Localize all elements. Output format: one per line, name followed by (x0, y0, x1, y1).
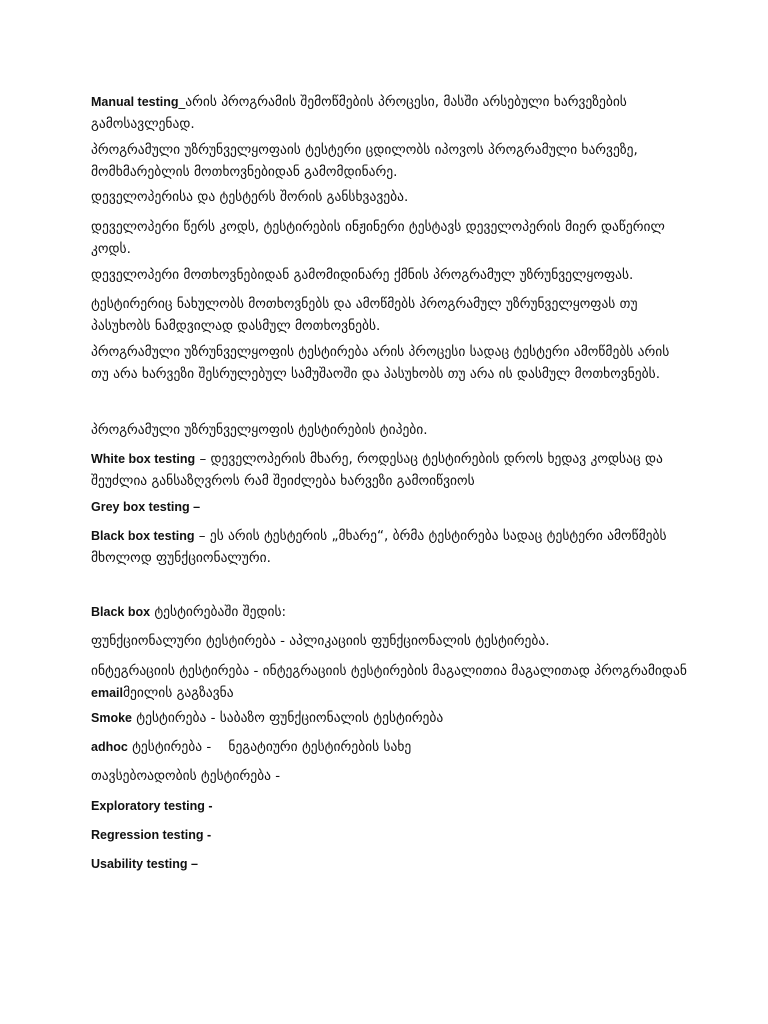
term-white-box: White box testing (91, 452, 196, 466)
term-adhoc: adhoc (91, 740, 128, 754)
paragraph-compatibility-testing (91, 765, 691, 787)
term-email: email (91, 686, 123, 700)
paragraph-testing-definition (91, 341, 691, 385)
paragraph-text: – დეველოპერის მხარე, როდესაც ტესტირების დროს ხედავ კოდსაც და შეუძლია განსაზღვროს რამ შეიძლება ხარვეზი გამოიწვიოს (91, 451, 663, 489)
paragraph-dev-writes-code (91, 216, 691, 260)
paragraph-text: ტესტირება - ნეგატიური ტესტირების სახე (127, 739, 412, 755)
paragraph-dev-creates-software (91, 264, 691, 286)
paragraph-black-box-includes (91, 601, 691, 623)
paragraph-usability-testing (91, 853, 691, 875)
paragraph-text: დეველოპერისა და ტესტერს შორის განსხვავება. (91, 189, 409, 205)
paragraph-text: მეილის გაგზავნა (122, 685, 234, 701)
paragraph-text: ფუნქციონალური ტესტირება - აპლიკაციის ფუნქციონალის ტესტირება. (91, 633, 550, 649)
paragraph-text: – ეს არის ტესტერის „მხარე“, ბრმა ტესტირება სადაც ტესტერი ამოწმებს მხოლოდ ფუნქციონალური. (91, 528, 667, 566)
term-grey-box: Grey box testing – (91, 500, 201, 514)
paragraph-text: ტესტირება - საბაზო ფუნქციონალის ტესტირება (132, 710, 444, 726)
term-smoke: Smoke (91, 711, 132, 725)
paragraph-grey-box (91, 496, 691, 518)
paragraph-white-box (91, 448, 691, 492)
paragraph-functional-testing (91, 630, 691, 652)
term-black-box: Black box testing (91, 529, 195, 543)
paragraph-text: თავსებოადობის ტესტირება - (91, 768, 281, 784)
paragraph-regression-testing (91, 824, 691, 846)
paragraph-text: _არის პროგრამის შემოწმების პროცესი, მასში არსებული ხარვეზების გამოსავლენად. (91, 94, 627, 132)
paragraph-adhoc-testing (91, 736, 691, 758)
paragraph-integration-testing (91, 660, 691, 704)
paragraph-tester-goal (91, 139, 691, 183)
paragraph-exploratory-testing (91, 795, 691, 817)
paragraph-black-box (91, 525, 691, 569)
term-manual-testing: Manual testing (91, 95, 179, 109)
paragraph-manual-testing (91, 91, 691, 135)
paragraph-tester-checks (91, 293, 691, 337)
paragraph-text: ინტეგრაციის ტესტირება - ინტეგრაციის ტესტირების მაგალითია მაგალითად პროგრამიდან (91, 663, 687, 679)
paragraph-smoke-testing (91, 707, 691, 729)
paragraph-text: დეველოპერი მოთხოვნებიდან გამომიდინარე ქმნის პროგრამულ უზრუნველყოფას. (91, 267, 634, 283)
paragraph-testing-types (91, 419, 691, 441)
paragraph-text: დეველოპერი წერს კოდს, ტესტირების ინჟინერი ტესტავს დეველოპერის მიერ დაწერილ კოდს. (91, 219, 665, 257)
paragraph-dev-vs-tester (91, 186, 691, 208)
paragraph-text: პროგრამული უზრუნველყოფაის ტესტერი ცდილობს იპოვოს პროგრამული ხარვეზე, მომხმარებლის მოთხოვნებიდან გამომდინარე. (91, 142, 638, 180)
term-usability: Usability testing – (91, 857, 198, 871)
term-black-box-short: Black box (91, 605, 151, 619)
paragraph-text: პროგრამული უზრუნველყოფის ტესტირება არის პროცესი სადაც ტესტერი ამოწმებს არის თუ არა ხარვეზი შესრულებულ სამუშაოში და პასუხობს თუ არა ის დასმულ მოთხოვნებს. (91, 344, 670, 382)
term-exploratory: Exploratory testing - (91, 799, 213, 813)
paragraph-text: ტესტირებაში შედის: (150, 604, 287, 620)
paragraph-text: ტესტირერიც ნახულობს მოთხოვნებს და ამოწმებს პროგრამულ უზრუნველყოფას თუ პასუხობს ნამდვილად დასმულ მოთხოვნებს. (91, 296, 638, 334)
paragraph-text: პროგრამული უზრუნველყოფის ტესტირების ტიპები. (91, 422, 428, 438)
term-regression: Regression testing - (91, 828, 212, 842)
